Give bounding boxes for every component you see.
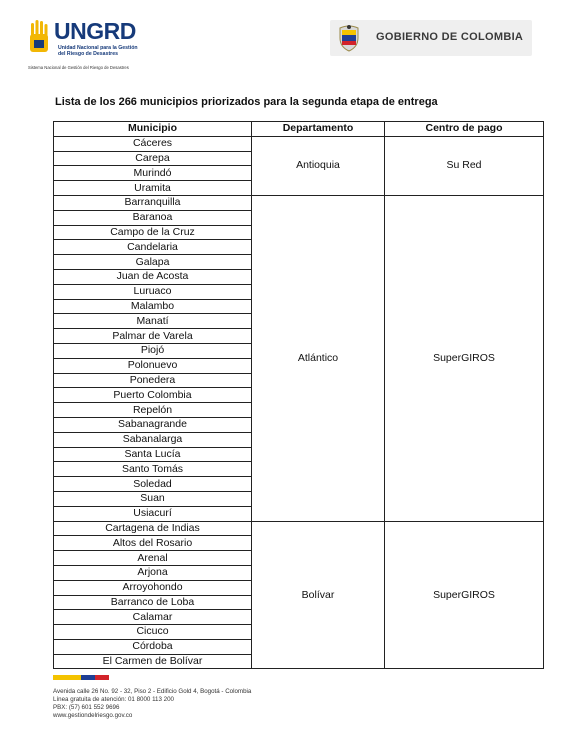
footer-hotline: Línea gratuita de atención: 01 8000 113 200 — [53, 696, 174, 703]
municipio-cell: Juan de Acosta — [54, 269, 252, 284]
centro-de-pago-cell: Su Red — [385, 136, 544, 195]
municipio-cell: Arroyohondo — [54, 580, 252, 595]
municipio-cell: Carepa — [54, 151, 252, 166]
municipio-cell: Ponedera — [54, 373, 252, 388]
ungrd-hand-icon — [28, 20, 50, 54]
municipio-cell: Palmar de Varela — [54, 329, 252, 344]
municipio-cell: Barranco de Loba — [54, 595, 252, 610]
municipio-cell: Arjona — [54, 565, 252, 580]
municipio-cell: Sabanalarga — [54, 432, 252, 447]
municipio-cell: Candelaria — [54, 240, 252, 255]
ungrd-logo-subtitle-1: Unidad Nacional para la Gestión — [58, 45, 138, 51]
gobierno-logo — [330, 20, 532, 56]
municipio-cell: El Carmen de Bolívar — [54, 654, 252, 669]
departamento-cell: Bolívar — [252, 521, 385, 669]
municipio-cell: Altos del Rosario — [54, 536, 252, 551]
table-row — [54, 136, 544, 151]
footer-pbx: PBX: (57) 601 552 9696 — [53, 704, 120, 711]
departamento-cell: Atlántico — [252, 195, 385, 521]
municipio-cell: Uramita — [54, 181, 252, 196]
gobierno-text: GOBIERNO DE COLOMBIA — [376, 31, 524, 43]
municipio-cell: Polonuevo — [54, 358, 252, 373]
municipio-cell: Barranquilla — [54, 195, 252, 210]
colombia-flag-stripe — [53, 675, 109, 680]
municipio-cell: Galapa — [54, 255, 252, 270]
footer-address: Avenida calle 26 No. 92 - 32, Piso 2 - Edificio Gold 4, Bogotá - Colombia — [53, 688, 252, 695]
municipio-cell: Baranoa — [54, 210, 252, 225]
table-header-row — [54, 122, 544, 137]
municipio-cell: Luruaco — [54, 284, 252, 299]
ungrd-logo — [28, 18, 168, 74]
municipio-cell: Puerto Colombia — [54, 388, 252, 403]
table-row — [54, 521, 544, 536]
centro-de-pago-cell: SuperGIROS — [385, 521, 544, 669]
municipio-cell: Cicuco — [54, 625, 252, 640]
departamento-cell: Antioquia — [252, 136, 385, 195]
colombia-seal-icon — [336, 24, 362, 52]
table-body — [54, 136, 544, 669]
municipio-cell: Suan — [54, 491, 252, 506]
municipio-cell: Piojó — [54, 343, 252, 358]
municipio-cell: Sabanagrande — [54, 417, 252, 432]
municipio-cell: Murindó — [54, 166, 252, 181]
municipios-table — [53, 121, 544, 669]
municipio-cell: Campo de la Cruz — [54, 225, 252, 240]
municipio-cell: Córdoba — [54, 639, 252, 654]
municipio-cell: Manatí — [54, 314, 252, 329]
header-municipio: Municipio — [54, 122, 252, 137]
header-departamento: Departamento — [252, 122, 385, 137]
ungrd-logo-subtitle-2: del Riesgo de Desastres — [58, 51, 118, 57]
header-centro-de-pago: Centro de pago — [385, 122, 544, 137]
municipio-cell: Calamar — [54, 610, 252, 625]
municipio-cell: Soledad — [54, 477, 252, 492]
centro-de-pago-cell: SuperGIROS — [385, 195, 544, 521]
municipio-cell: Santo Tomás — [54, 462, 252, 477]
municipio-cell: Cáceres — [54, 136, 252, 151]
municipio-cell: Arenal — [54, 551, 252, 566]
document-title: Lista de los 266 municipios priorizados para la segunda etapa de entrega — [55, 96, 438, 108]
municipio-cell: Santa Lucía — [54, 447, 252, 462]
ungrd-logo-subtitle-3: Sistema Nacional de Gestión del Riesgo de Desastres — [28, 65, 129, 70]
footer-contact — [53, 688, 251, 720]
municipio-cell: Usiacurí — [54, 506, 252, 521]
table-row — [54, 195, 544, 210]
municipio-cell: Cartagena de Indias — [54, 521, 252, 536]
ungrd-logo-title: UNGRD — [54, 18, 136, 44]
footer-website: www.gestiondelriesgo.gov.co — [53, 712, 133, 719]
municipio-cell: Malambo — [54, 299, 252, 314]
municipio-cell: Repelón — [54, 403, 252, 418]
